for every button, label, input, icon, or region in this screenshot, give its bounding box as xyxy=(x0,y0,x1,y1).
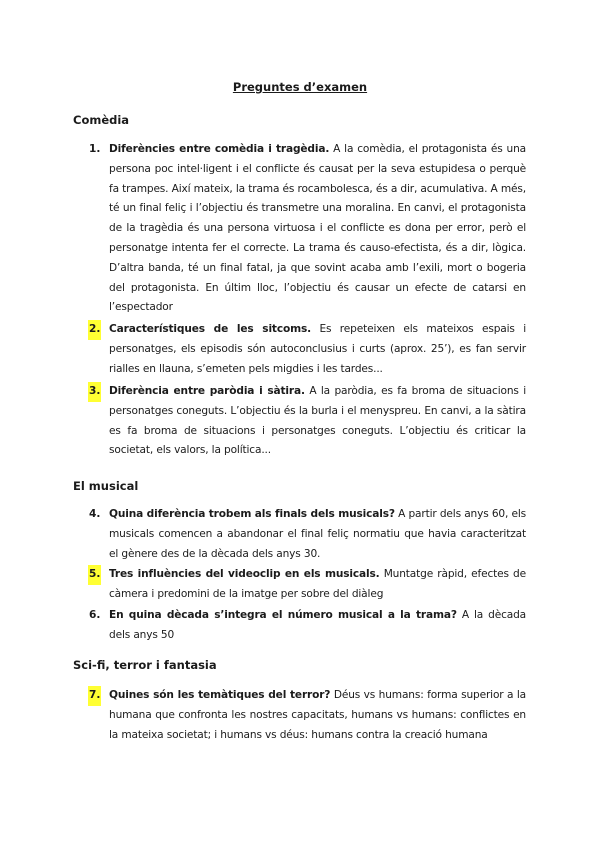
answer-text: Es repeteixen els mateixos espais i personatges, els episodis són autoconclusius i curts (aprox. 25’), es fan servir rialles en llauna, s’emeten pels migdies i les tardes... xyxy=(109,323,526,375)
question-item-7 xyxy=(88,686,526,745)
question-body xyxy=(109,505,526,564)
question-body xyxy=(109,382,526,461)
question-text: En quina dècada s’integra el número musical a la trama? xyxy=(109,609,457,621)
question-item-3 xyxy=(88,382,526,461)
answer-text: A la comèdia, el protagonista és una persona poc intel·ligent i el conflicte és causat per la seva estupidesa o perquè fa trampes. Així mateix, la trama és rocambolesca, és a dir, acumulativa. A més, té un final feliç i l’objectiu és transmetre una moralina. En canvi, el protagonista de la tragèdia és una persona virtuosa i el conflicte es dona per error, però el personatge intenta fer el correcte. La trama és causo-efectista, és a dir, lògica. D’altra banda, té un final fatal, ja que sovint acaba amb l’exili, mort o bogeria del protagonista. En últim lloc, l’objectiu és causar un efecte de catarsi en l’espectador xyxy=(109,143,527,314)
page-title: Preguntes d’examen xyxy=(232,80,368,94)
question-body xyxy=(109,140,526,318)
question-item-4 xyxy=(88,505,526,564)
question-text: Quines són les temàtiques del terror? xyxy=(109,689,331,701)
answer-text: A la dècada dels anys 50 xyxy=(109,609,527,641)
question-text: Tres influències del videoclip en els musicals. xyxy=(109,568,380,580)
answer-text: A partir dels anys 60, els musicals comencen a abandonar el final feliç normatiu que havia caracteritzat el gènere des de la dècada dels anys 30. xyxy=(109,508,527,560)
question-number: 5. xyxy=(88,565,101,585)
answer-text: Muntatge ràpid, efectes de càmera i predomini de la imatge per sobre del diàleg xyxy=(109,568,526,600)
question-item-5 xyxy=(88,565,526,605)
question-number: 3. xyxy=(88,382,101,402)
question-text: Diferència entre paròdia i sàtira. xyxy=(109,385,305,397)
answer-text: Déus vs humans: forma superior a la humana que confronta les nostres capacitats, humans vs humans: conflictes en la mateixa societat; i humans vs déus: humans contra la creació humana xyxy=(109,689,527,741)
question-number: 1. xyxy=(89,143,101,155)
question-text: Quina diferència trobem als finals dels musicals? xyxy=(109,508,395,520)
question-text: Característiques de les sitcoms. xyxy=(109,323,312,335)
section-heading-scifi: Sci-fi, terror i fantasia xyxy=(73,658,217,672)
question-number: 4. xyxy=(89,508,101,520)
question-number: 2. xyxy=(88,320,101,340)
question-text: Diferències entre comèdia i tragèdia. xyxy=(109,143,330,155)
question-body xyxy=(109,606,526,646)
question-body xyxy=(109,320,526,379)
answer-text: A la paròdia, es fa broma de situacions i personatges coneguts. L’objectiu és la burla i el menyspreu. En canvi, a la sàtira es fa broma de situacions i personatges coneguts. L’objectiu és criticar la societat, els valors, la política... xyxy=(109,385,527,457)
question-number: 6. xyxy=(89,609,101,621)
question-body xyxy=(109,686,526,745)
question-number: 7. xyxy=(88,686,101,706)
question-item-6 xyxy=(88,606,526,646)
section-heading-comedia: Comèdia xyxy=(73,113,130,127)
question-body xyxy=(109,565,526,605)
question-item-1 xyxy=(88,140,526,318)
section-heading-musical: El musical xyxy=(73,479,139,493)
question-item-2 xyxy=(88,320,526,379)
